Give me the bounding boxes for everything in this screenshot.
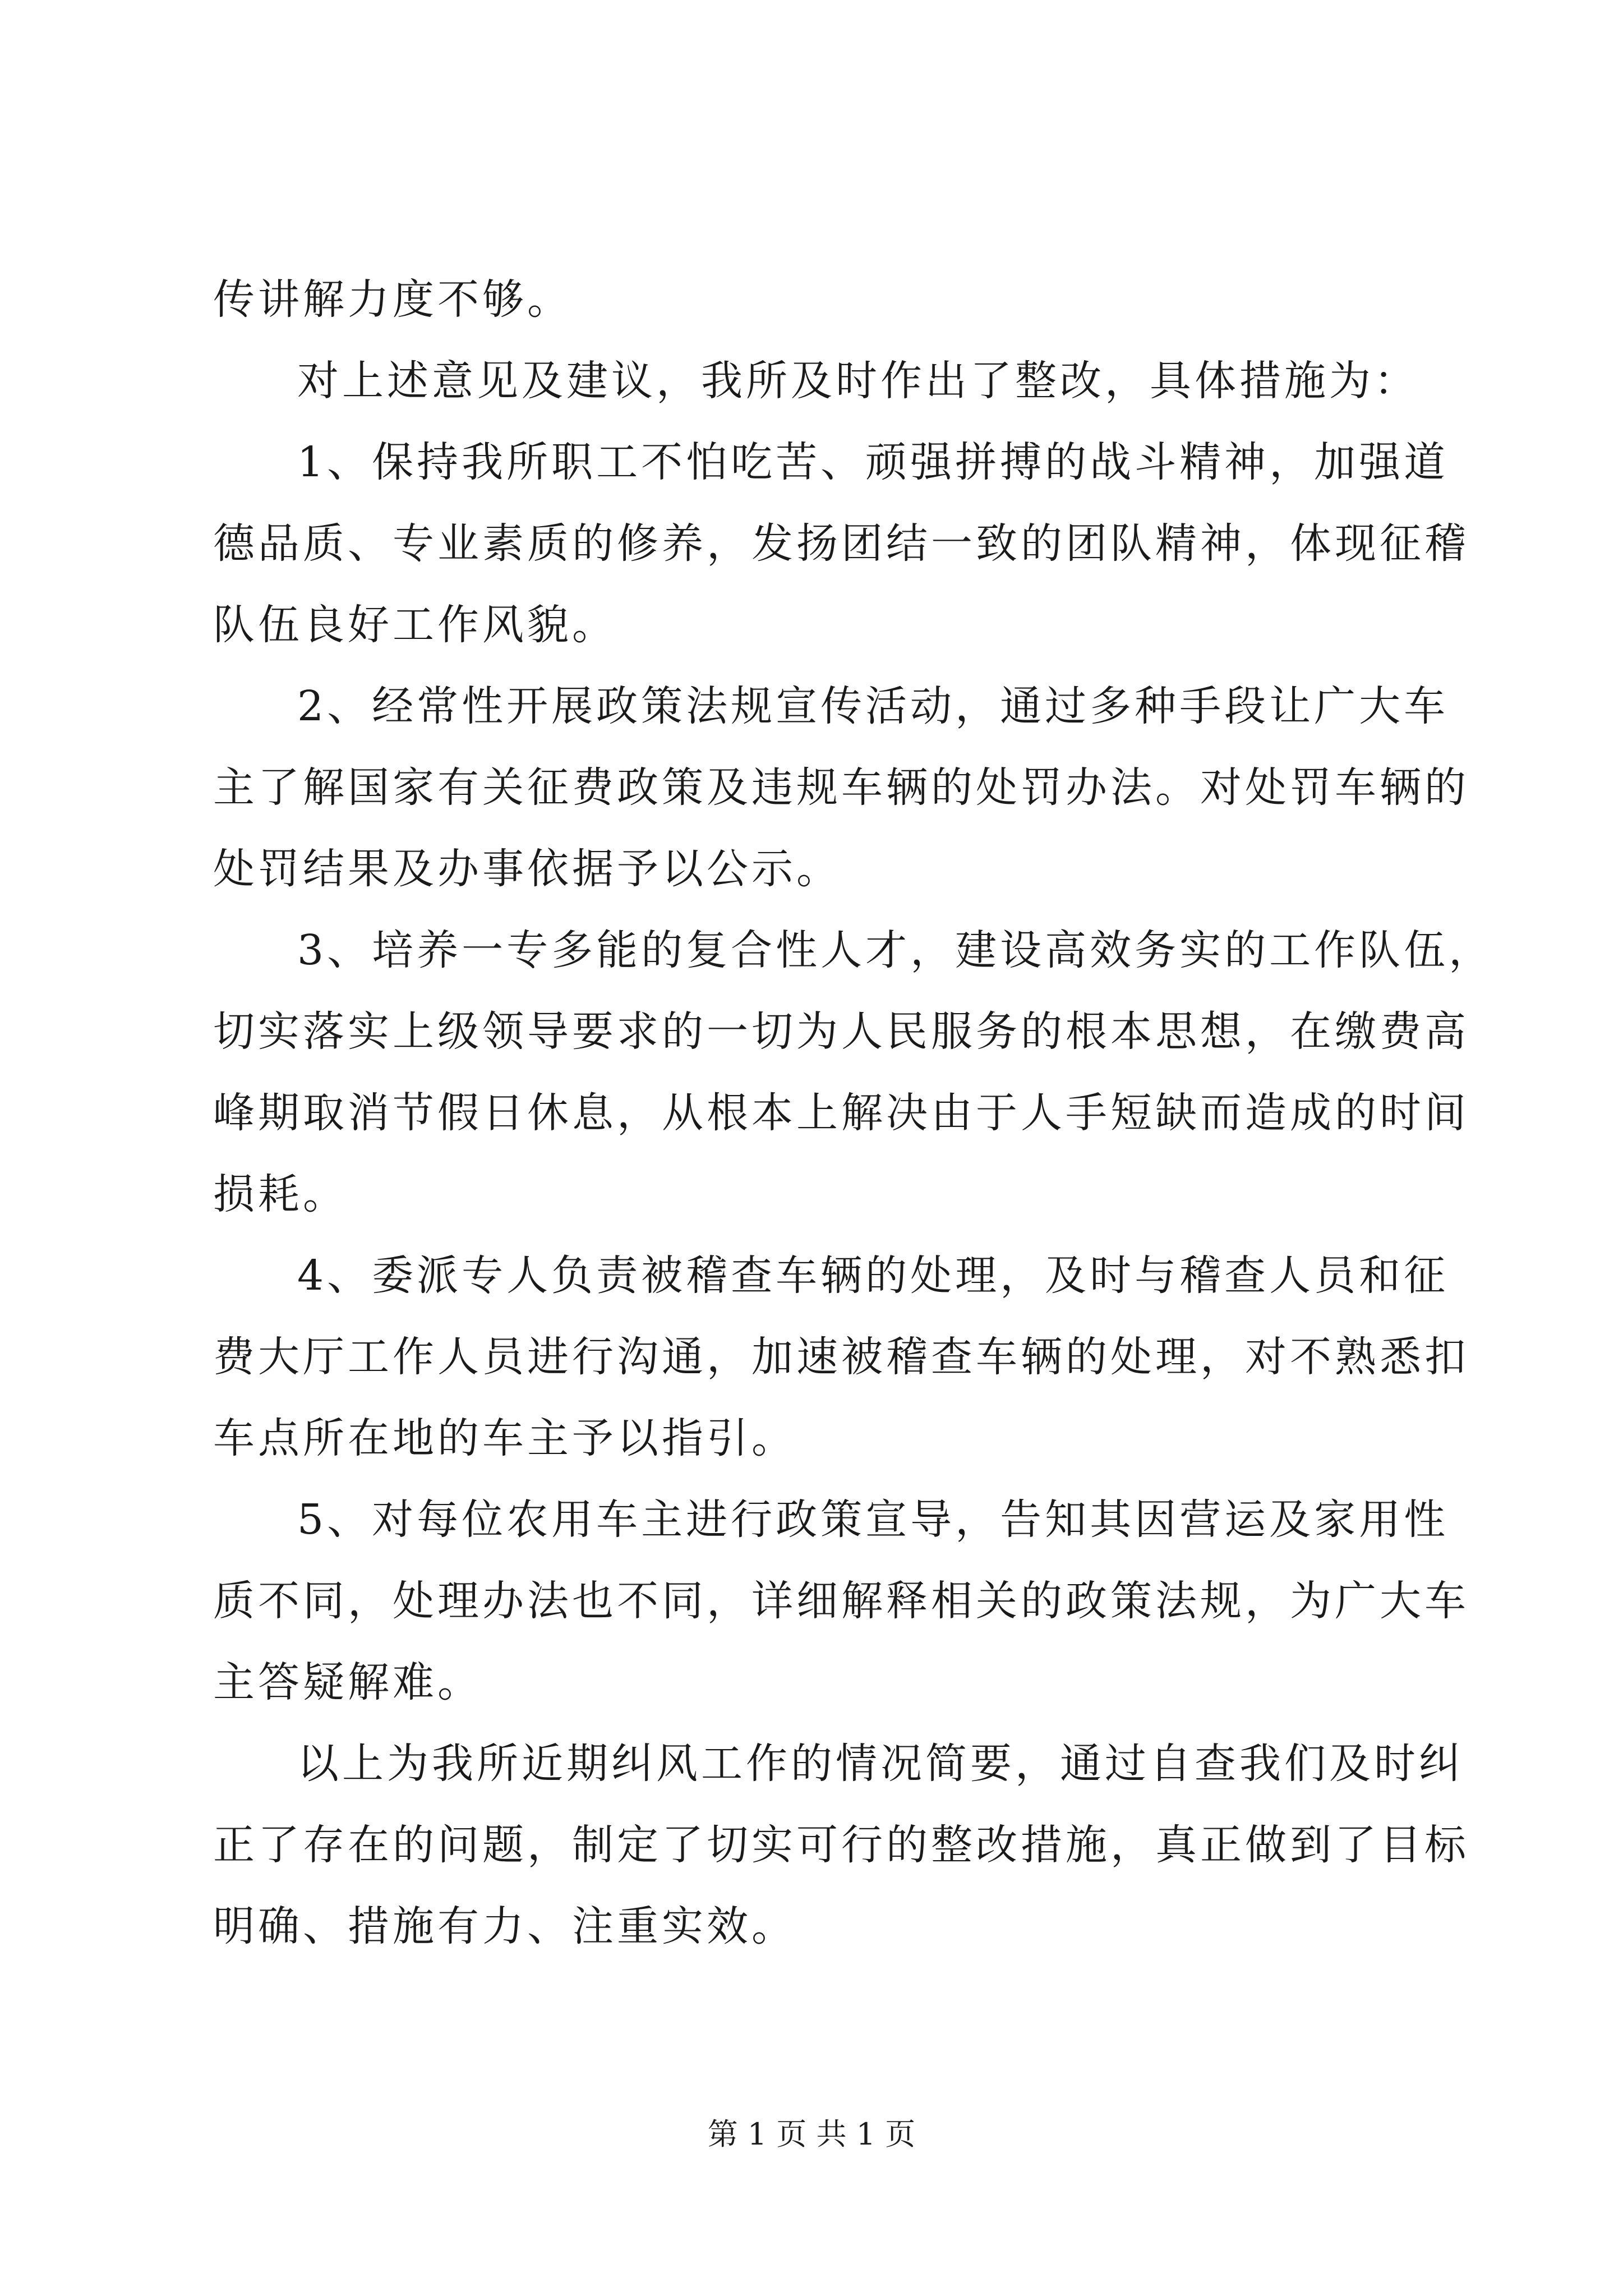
paragraph-start-line: 对上述意见及建议，我所及时作出了整改，具体措施为： (297, 357, 1419, 405)
document-body (213, 259, 1494, 1967)
conclusion-line: 以上为我所近期纠风工作的情况简要，通过自查我们及时纠 (297, 1740, 1464, 1788)
text-line: 传讲解力度不够。 (213, 275, 572, 324)
text-line: 峰期取消节假日休息，从根本上解决由于人手短缺而造成的时间 (213, 1089, 1469, 1137)
text-line: 主答疑解难。 (213, 1658, 482, 1706)
text-line: 损耗。 (213, 1170, 348, 1218)
text-line: 切实落实上级领导要求的一切为人民服务的根本思想，在缴费高 (213, 1007, 1469, 1056)
text-line: 主了解国家有关征费政策及违规车辆的处罚办法。对处罚车辆的 (213, 763, 1469, 812)
text-line: 明确、措施有力、注重实效。 (213, 1902, 796, 1950)
list-item-1-line: 1、保持我所职工不怕吃苦、顽强拼搏的战斗精神，加强道 (297, 438, 1449, 486)
list-item-3-line: 3、培养一专多能的复合性人才，建设高效务实的工作队伍， (297, 926, 1494, 974)
list-item-2-line: 2、经常性开展政策法规宣传活动，通过多种手段让广大车 (297, 682, 1449, 730)
text-line: 德品质、专业素质的修养，发扬团结一致的团队精神，体现征稽 (213, 519, 1469, 568)
text-line: 质不同，处理办法也不同，详细解释相关的政策法规，为广大车 (213, 1577, 1469, 1625)
text-line: 正了存在的问题，制定了切实可行的整改措施，真正做到了目标 (213, 1821, 1469, 1869)
text-line: 费大厅工作人员进行沟通，加速被稽查车辆的处理，对不熟悉扣 (213, 1333, 1469, 1381)
text-line: 队伍良好工作风貌。 (213, 601, 617, 649)
list-item-4-line: 4、委派专人负责被稽查车辆的处理，及时与稽查人员和征 (297, 1251, 1449, 1300)
text-line: 车点所在地的车主予以指引。 (213, 1414, 796, 1462)
list-item-5-line: 5、对每位农用车主进行政策宣导，告知其因营运及家用性 (297, 1496, 1449, 1544)
page-number-footer: 第 1 页 共 1 页 (707, 2116, 916, 2152)
text-line: 处罚结果及办事依据予以公示。 (213, 845, 841, 893)
